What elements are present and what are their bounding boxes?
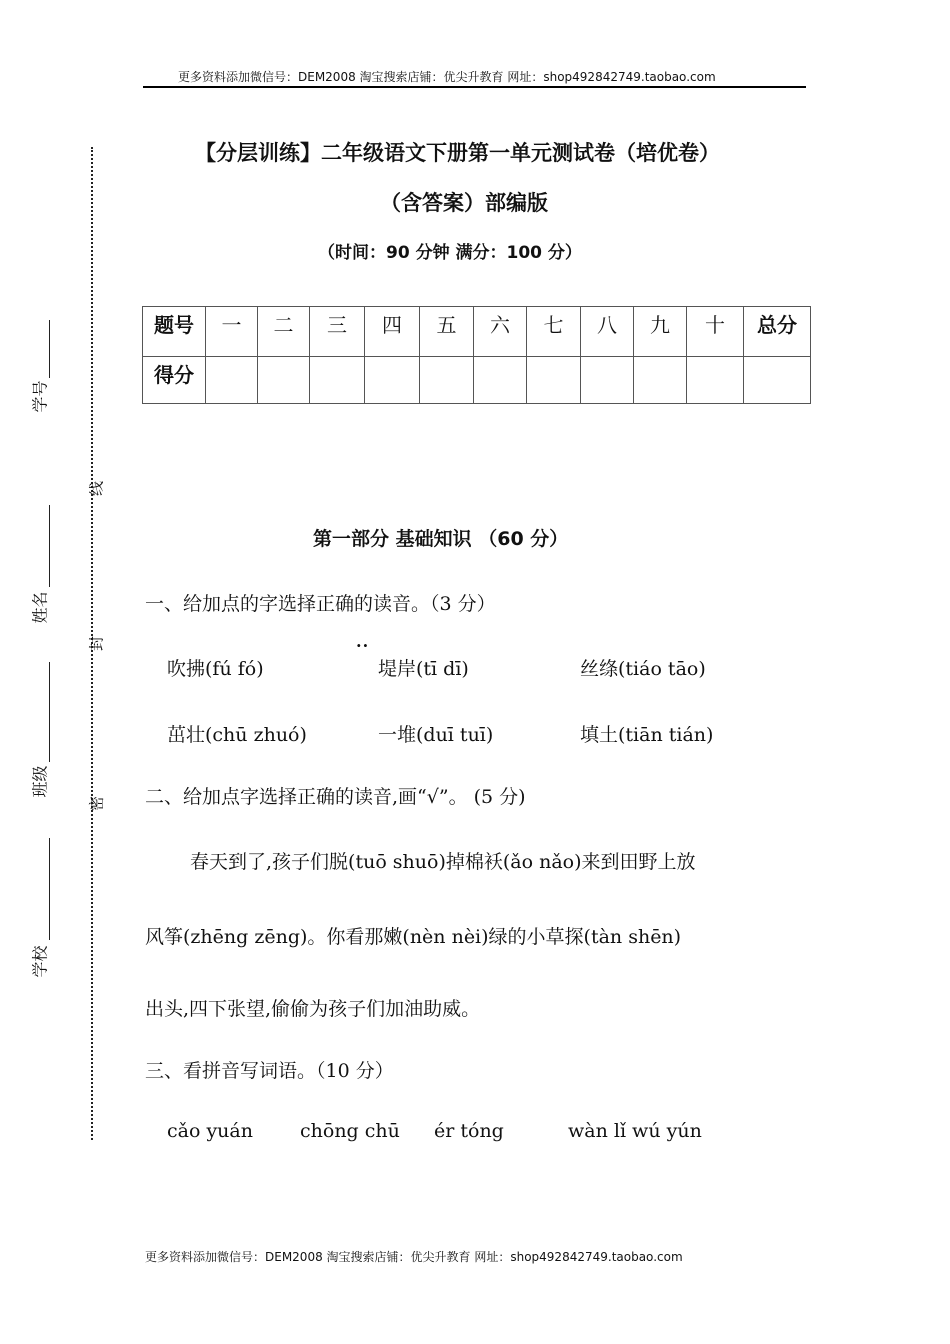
score-cell-header: 十 xyxy=(687,307,744,357)
q3-pinyin: ér tóng xyxy=(434,1120,504,1142)
q2-passage-line: 风筝(zhēng zēng)。你看那嫩(nèn nèi)绿的小草探(tàn shēn) xyxy=(145,926,682,948)
label-student-id: 学号 xyxy=(30,380,50,413)
header-divider xyxy=(143,86,806,88)
score-cell-blank[interactable] xyxy=(474,357,527,404)
blank-name xyxy=(49,505,50,587)
score-table-header-row xyxy=(143,307,811,357)
footer-note: 更多资料添加微信号：DEM2008 淘宝搜索店铺：优尖升教育 网址：shop492842749.taobao.com xyxy=(145,1250,683,1264)
q1-item: 一堆(duī tuī) xyxy=(378,724,494,746)
exam-title-line2: （含答案）部编版 xyxy=(380,191,548,215)
q2-title: 二、给加点字选择正确的读音,画“√”。 (5 分) xyxy=(145,786,526,808)
q1-item: 填土(tiān tián) xyxy=(580,724,714,746)
q1-title: 一、给加点的字选择正确的读音。（3 分） xyxy=(145,593,496,615)
score-cell-header: 三 xyxy=(310,307,365,357)
q3-pinyin: wàn lǐ wú yún xyxy=(568,1120,702,1142)
score-cell-header: 四 xyxy=(365,307,420,357)
q2-passage-line: 春天到了,孩子们脱(tuō shuō)掉棉袄(ǎo nǎo)来到田野上放 xyxy=(190,851,696,873)
score-cell-blank[interactable] xyxy=(527,357,581,404)
score-cell-header: 五 xyxy=(420,307,474,357)
mark-secret: 密 xyxy=(87,796,106,812)
blank-student-id xyxy=(49,320,50,378)
label-class: 班级 xyxy=(30,765,50,798)
score-cell-blank[interactable] xyxy=(744,357,811,404)
q1-item: 吹拂(fú fó) xyxy=(167,658,264,680)
q3-pinyin: chōng chū xyxy=(300,1120,400,1142)
score-cell-header: 九 xyxy=(634,307,687,357)
score-cell-header: 总分 xyxy=(744,307,811,357)
label-school: 学校 xyxy=(30,945,50,978)
q3-pinyin: cǎo yuán xyxy=(167,1120,253,1142)
score-cell-blank[interactable] xyxy=(365,357,420,404)
exam-time-score: （时间：90 分钟 满分：100 分） xyxy=(318,243,582,263)
label-name: 姓名 xyxy=(30,591,50,624)
mark-seal: 封 xyxy=(87,636,106,652)
score-cell-blank[interactable] xyxy=(310,357,365,404)
q1-item: 茁壮(chū zhuó) xyxy=(167,724,307,746)
score-cell-header: 一 xyxy=(206,307,258,357)
score-cell-blank[interactable] xyxy=(581,357,634,404)
score-cell-blank[interactable] xyxy=(687,357,744,404)
q1-item: 堤岸(tī dī) xyxy=(378,658,469,680)
mark-line: 线 xyxy=(87,481,106,497)
q1-item: 丝绦(tiáo tāo) xyxy=(580,658,706,680)
score-row-label: 得分 xyxy=(143,357,206,404)
score-cell-header: 题号 xyxy=(143,307,206,357)
q3-title: 三、看拼音写词语。（10 分） xyxy=(145,1060,394,1082)
score-cell-header: 七 xyxy=(527,307,581,357)
score-cell-header: 六 xyxy=(474,307,527,357)
emphasis-dots: ·· xyxy=(356,636,370,655)
score-cell-blank[interactable] xyxy=(206,357,258,404)
score-cell-blank[interactable] xyxy=(258,357,310,404)
score-cell-blank[interactable] xyxy=(634,357,687,404)
score-table xyxy=(142,306,811,404)
blank-school xyxy=(49,838,50,940)
score-cell-header: 二 xyxy=(258,307,310,357)
score-cell-blank[interactable] xyxy=(420,357,474,404)
exam-title-line1: 【分层训练】二年级语文下册第一单元测试卷（培优卷） xyxy=(195,141,720,165)
header-note: 更多资料添加微信号：DEM2008 淘宝搜索店铺：优尖升教育 网址：shop492842749.taobao.com xyxy=(178,70,716,84)
blank-class xyxy=(49,662,50,762)
section-title: 第一部分 基础知识 （60 分） xyxy=(313,528,569,550)
score-table-score-row xyxy=(143,357,811,404)
q2-passage-line: 出头,四下张望,偷偷为孩子们加油助威。 xyxy=(145,998,481,1020)
score-cell-header: 八 xyxy=(581,307,634,357)
